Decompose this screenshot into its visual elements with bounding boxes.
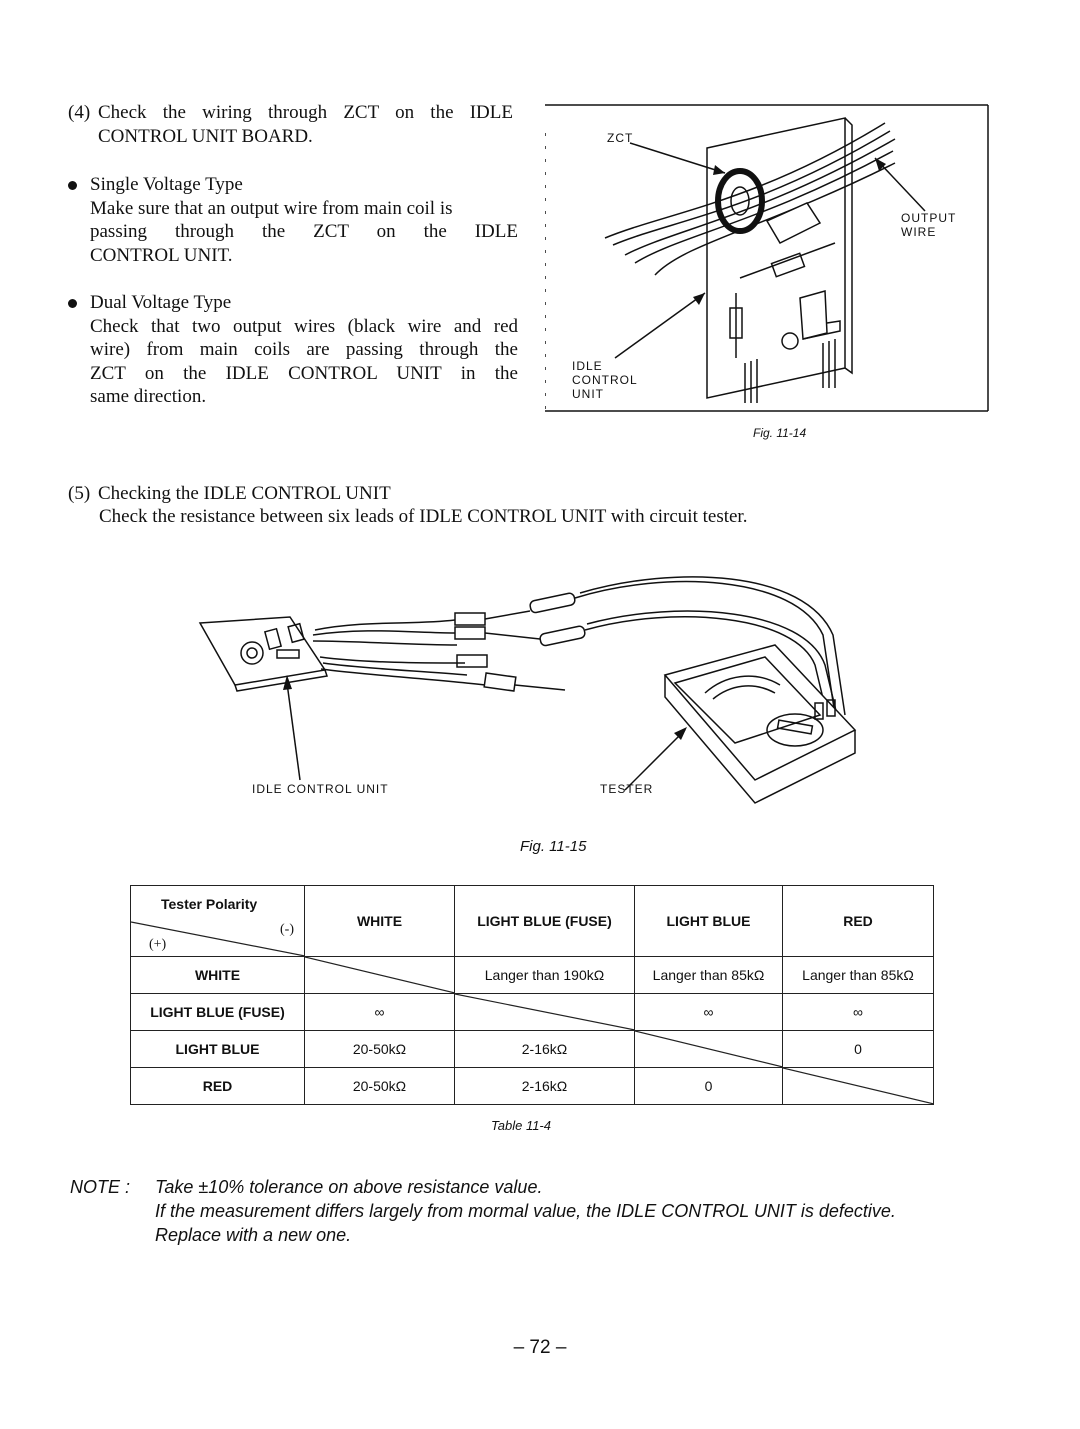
bullet-dot-icon <box>68 299 77 308</box>
table-row <box>131 994 934 1031</box>
diagonal-cell <box>635 1031 783 1068</box>
table-cell: Langer than 190kΩ <box>455 957 635 994</box>
table-cell: Langer than 85kΩ <box>635 957 783 994</box>
row-header: WHITE <box>131 957 305 994</box>
single-voltage-line: Make sure that an output wire from main coil is <box>90 197 453 219</box>
idle-control-unit-label: IDLE CONTROL UNIT <box>252 782 389 796</box>
figure-11-15 <box>195 575 865 805</box>
column-header: LIGHT BLUE <box>635 886 783 957</box>
column-header: RED <box>783 886 934 957</box>
section-5-body: Check the resistance between six leads of IDLE CONTROL UNIT with circuit tester. <box>99 506 748 527</box>
section-4-line-2: CONTROL UNIT BOARD. <box>98 125 313 147</box>
bullet-dot-icon <box>68 181 77 190</box>
column-header: WHITE <box>305 886 455 957</box>
tester-polarity-cell <box>131 886 305 957</box>
table-cell: 0 <box>783 1031 934 1068</box>
table-cell: ∞ <box>783 994 934 1031</box>
table-row <box>131 957 934 994</box>
idle-label: IDLE <box>572 359 603 373</box>
tester-polarity-label: Tester Polarity <box>161 896 258 912</box>
table-cell: ∞ <box>635 994 783 1031</box>
table-cell: 20-50kΩ <box>305 1031 455 1068</box>
table-cell: 0 <box>635 1068 783 1105</box>
table-cell: Langer than 85kΩ <box>783 957 934 994</box>
idle-control-unit-label <box>572 359 638 401</box>
table-row <box>131 1031 934 1068</box>
diagonal-cell <box>305 957 455 994</box>
section-4-heading <box>68 101 513 148</box>
single-voltage-line: CONTROL UNIT. <box>90 244 233 266</box>
page-number: – 72 – <box>513 1337 567 1358</box>
table-row <box>131 1068 934 1105</box>
note-line: Take ±10% tolerance on above resistance value. <box>155 1177 543 1197</box>
output-label: OUTPUT <box>901 211 957 225</box>
unit-label: UNIT <box>572 387 604 401</box>
dual-voltage-line: wire) from main coils are passing through the <box>90 339 518 360</box>
section-5-number: (5) <box>68 483 91 504</box>
row-header: LIGHT BLUE (FUSE) <box>131 994 305 1031</box>
table-cell: 2-16kΩ <box>455 1031 635 1068</box>
section-4-number: (4) <box>68 102 91 123</box>
dual-voltage-line: ZCT on the IDLE CONTROL UNIT in the <box>90 362 518 384</box>
table-header-row <box>131 886 934 957</box>
column-header: LIGHT BLUE (FUSE) <box>455 886 635 957</box>
section-4-line-1: Check the wiring through ZCT on the IDLE <box>98 102 513 123</box>
row-header: RED <box>131 1068 305 1105</box>
section-5-heading <box>68 482 968 506</box>
diagonal-cell <box>783 1068 934 1105</box>
resistance-table <box>130 885 933 1102</box>
figure-11-14-caption: Fig. 11-14 <box>753 426 807 440</box>
output-wire-label <box>901 211 956 239</box>
figure-11-15-caption: Fig. 11-15 <box>520 838 587 855</box>
dual-voltage-bullet <box>68 291 518 409</box>
section-5-title: Checking the IDLE CONTROL UNIT <box>98 483 391 504</box>
tester-label: TESTER <box>600 782 654 796</box>
single-voltage-bullet <box>68 173 518 267</box>
dual-voltage-line: same direction. <box>90 386 207 407</box>
polarity-minus: (-) <box>280 922 294 937</box>
dual-voltage-line: Check that two output wires (black wire and red <box>90 315 518 337</box>
note-line: If the measurement differs largely from mormal value, the IDLE CONTROL UNIT is defective. <box>155 1201 896 1221</box>
figure-11-14 <box>545 103 990 415</box>
note-label: NOTE : <box>70 1177 131 1197</box>
polarity-plus: (+) <box>149 937 167 952</box>
tester-illustration <box>195 575 865 805</box>
row-header: LIGHT BLUE <box>131 1031 305 1068</box>
single-voltage-line: passing through the ZCT on the IDLE <box>90 221 518 242</box>
table-cell: 2-16kΩ <box>455 1068 635 1105</box>
control-label: CONTROL <box>572 373 638 387</box>
note-line: Replace with a new one. <box>155 1225 352 1245</box>
table-cell: ∞ <box>305 994 455 1031</box>
single-voltage-title: Single Voltage Type <box>90 174 243 195</box>
zct-label: ZCT <box>607 131 634 145</box>
table-cell: 20-50kΩ <box>305 1068 455 1105</box>
table-11-4-caption: Table 11-4 <box>491 1118 551 1133</box>
wire-label: WIRE <box>901 225 937 239</box>
dual-voltage-title: Dual Voltage Type <box>90 292 232 313</box>
diagonal-cell <box>455 994 635 1031</box>
